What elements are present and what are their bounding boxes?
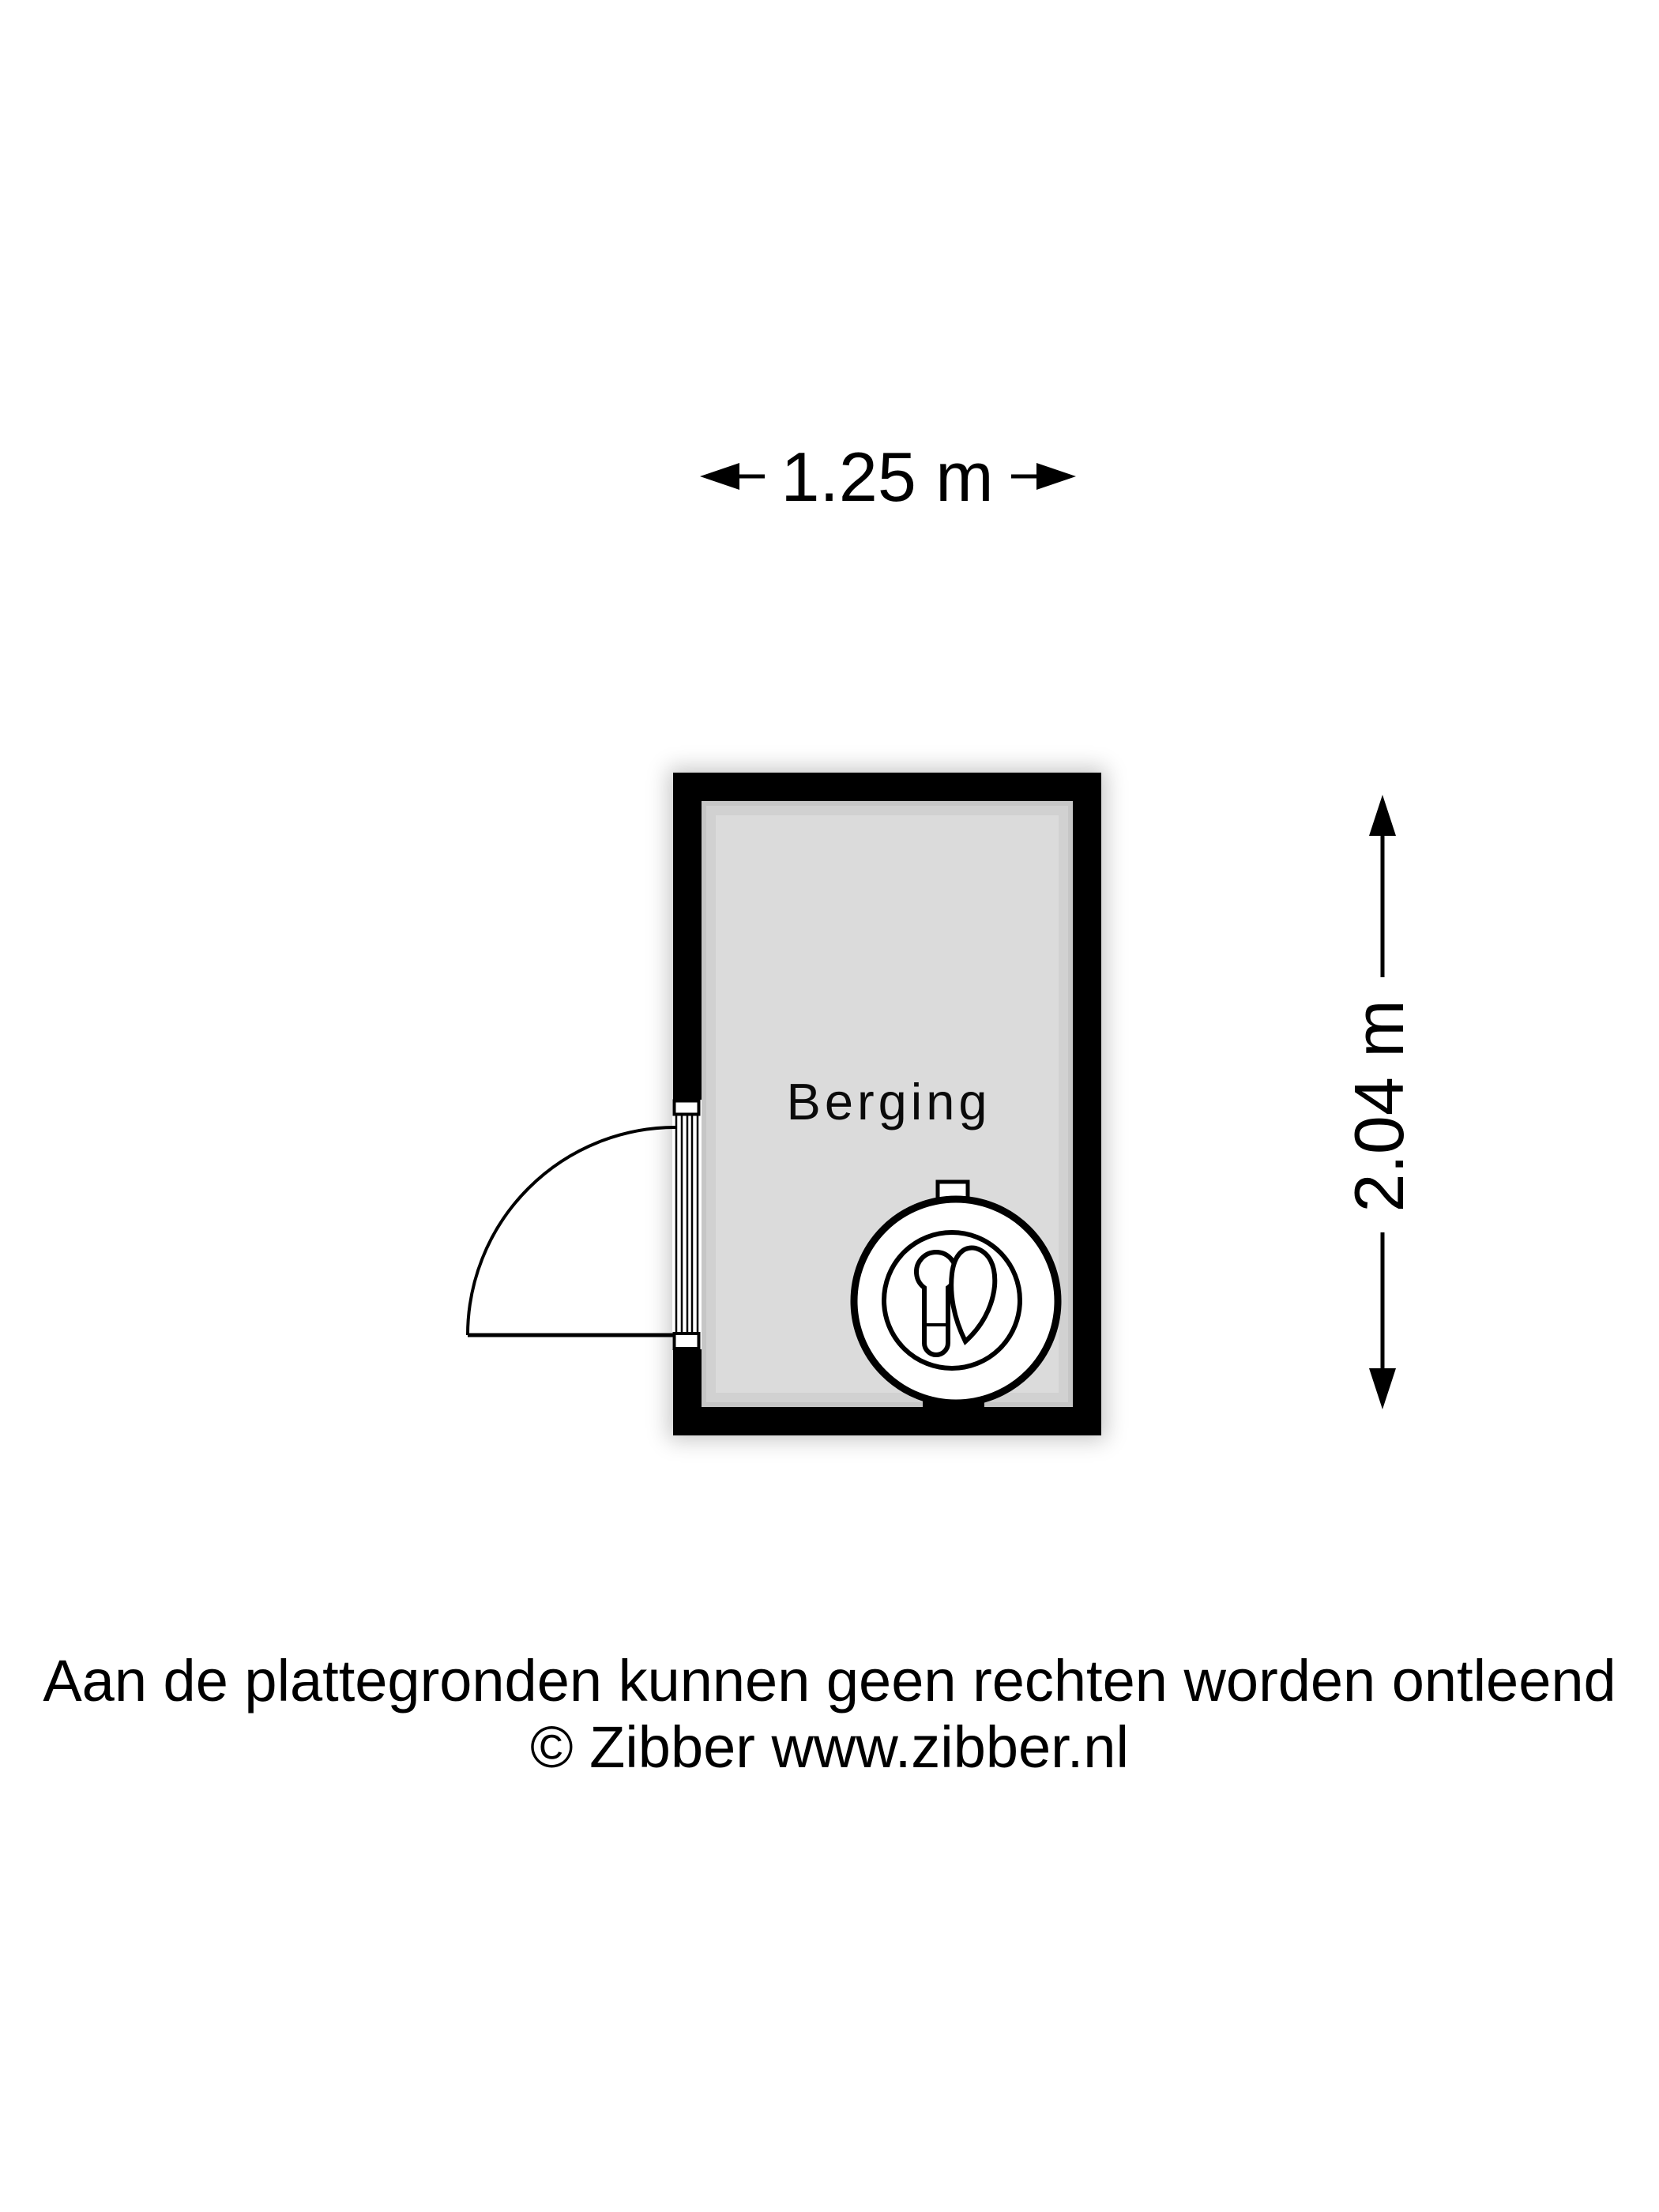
door-swing-arc [468,1127,675,1335]
arrow-down-icon [1369,1368,1396,1409]
thermometer-icon [916,1252,956,1355]
room-label: Berging [786,1073,991,1130]
door-swing-icon [468,1127,675,1335]
footer [0,1648,1659,1781]
footer-copyright: © Zibber www.zibber.nl [530,1714,1129,1780]
height-dimension-label: 2.04 m [1340,999,1418,1213]
arrow-up-icon [1369,795,1396,836]
width-dimension-label: 1.25 m [781,438,994,516]
footer-disclaimer: Aan de plattegronden kunnen geen rechten worden ontleend [43,1648,1616,1714]
